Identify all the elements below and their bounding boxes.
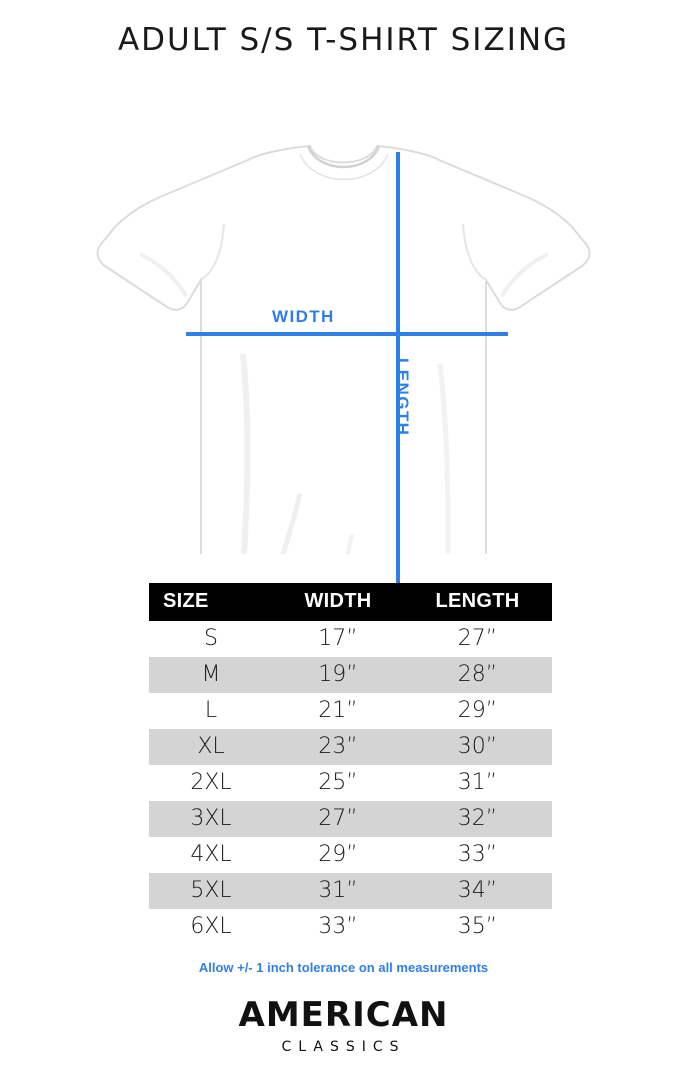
brand-subtitle: CLASSICS bbox=[281, 1039, 406, 1055]
cell-length: 33” bbox=[403, 837, 552, 873]
page-title: ADULT S/S T-SHIRT SIZING bbox=[117, 22, 570, 58]
cell-length: 32” bbox=[403, 801, 552, 837]
size-table-head bbox=[149, 583, 552, 621]
cell-width: 33” bbox=[273, 909, 403, 945]
cell-length: 27” bbox=[403, 621, 552, 657]
cell-width: 31” bbox=[273, 873, 403, 909]
table-row bbox=[149, 837, 552, 873]
cell-length: 30” bbox=[403, 729, 552, 765]
table-row bbox=[149, 765, 552, 801]
size-table bbox=[149, 583, 552, 945]
cell-width: 23” bbox=[273, 729, 403, 765]
table-header-row bbox=[149, 583, 552, 621]
cell-size: 2XL bbox=[149, 765, 273, 801]
cell-width: 19” bbox=[273, 657, 403, 693]
tshirt-icon bbox=[0, 64, 687, 554]
table-row bbox=[149, 621, 552, 657]
cell-length: 35” bbox=[403, 909, 552, 945]
brand-name: AMERICAN bbox=[238, 995, 449, 1035]
table-row bbox=[149, 657, 552, 693]
cell-width: 29” bbox=[273, 837, 403, 873]
brand-logo bbox=[0, 995, 687, 1055]
cell-width: 25” bbox=[273, 765, 403, 801]
size-table-body bbox=[149, 621, 552, 945]
table-row bbox=[149, 729, 552, 765]
table-row bbox=[149, 801, 552, 837]
width-label: WIDTH bbox=[272, 307, 335, 326]
cell-size: L bbox=[149, 693, 273, 729]
tolerance-note: Allow +/- 1 inch tolerance on all measurements bbox=[198, 960, 489, 975]
table-row bbox=[149, 693, 552, 729]
cell-size: 3XL bbox=[149, 801, 273, 837]
cell-size: 5XL bbox=[149, 873, 273, 909]
cell-size: 4XL bbox=[149, 837, 273, 873]
cell-size: XL bbox=[149, 729, 273, 765]
cell-length: 34” bbox=[403, 873, 552, 909]
header-size: SIZE bbox=[149, 583, 273, 621]
cell-width: 27” bbox=[273, 801, 403, 837]
header-length: LENGTH bbox=[403, 583, 552, 621]
width-measure-line bbox=[186, 332, 508, 336]
cell-width: 21” bbox=[273, 693, 403, 729]
cell-size: S bbox=[149, 621, 273, 657]
size-table-container bbox=[149, 583, 538, 945]
cell-length: 29” bbox=[403, 693, 552, 729]
table-row bbox=[149, 873, 552, 909]
cell-width: 17” bbox=[273, 621, 403, 657]
cell-length: 31” bbox=[403, 765, 552, 801]
length-label: LENGTH bbox=[393, 358, 412, 437]
tshirt-diagram bbox=[0, 64, 687, 554]
header-width: WIDTH bbox=[273, 583, 403, 621]
cell-size: M bbox=[149, 657, 273, 693]
cell-length: 28” bbox=[403, 657, 552, 693]
table-row bbox=[149, 909, 552, 945]
cell-size: 6XL bbox=[149, 909, 273, 945]
